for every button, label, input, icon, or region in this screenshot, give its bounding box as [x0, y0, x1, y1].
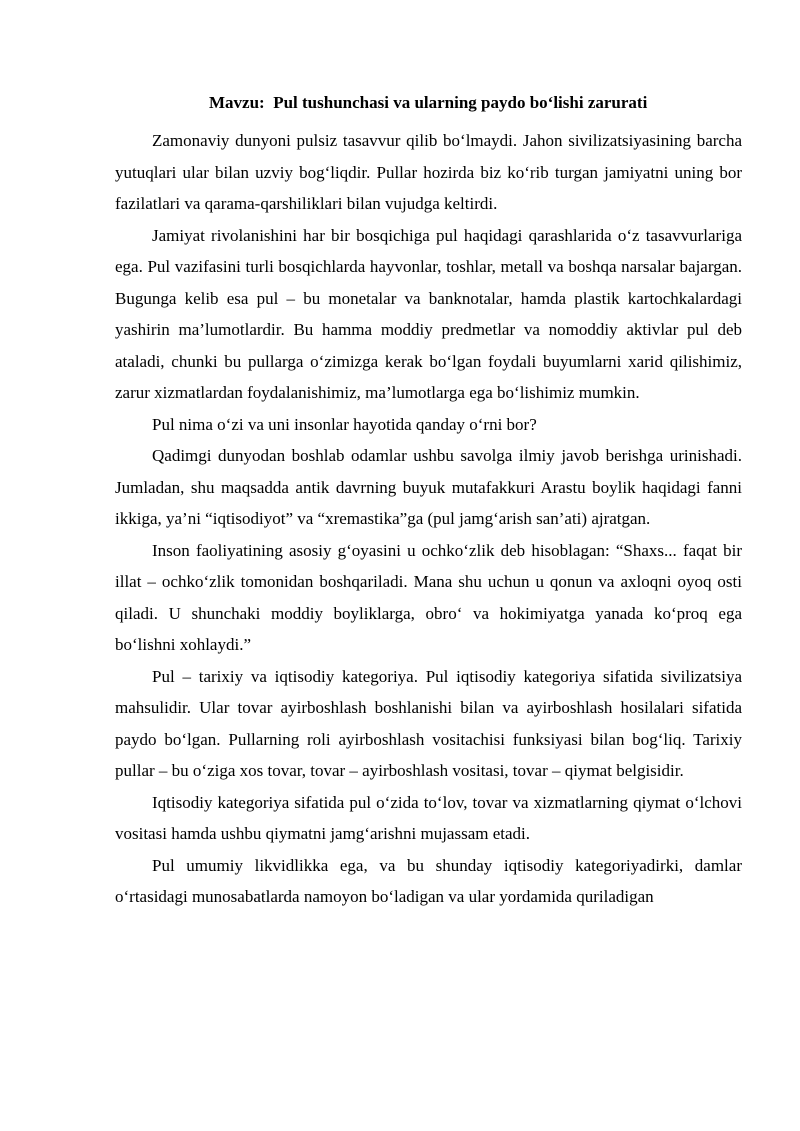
document-page — [115, 91, 742, 913]
paragraph-2: Jamiyat rivolanishini har bir bosqichiga pul haqidagi qarashlarida o‘z tasavvurlariga ega. Pul vazifasini turli bosqichlarda hayvonlar, toshlar, metall va boshqa narsalar bajargan. Bugunga kelib esa pul – bu monetalar va banknotalar, hamda plastik kartochkalardagi yashirin ma’lumotlardir. Bu hamma moddiy predmetlar va nomoddiy aktivlar pul deb ataladi, chunki bu pullarga o‘zimizga kerak bo‘lgan foydali buyumlarni xarid qilishimiz, zarur xizmatlardan foydalanishimiz, ma’lumotlarga ega bo‘lishimiz mumkin. — [115, 225, 742, 402]
paragraph-7: Iqtisodiy kategoriya sifatida pul o‘zida to‘lov, tovar va xizmatlarning qiymat o‘lchovi vositasi hamda ushbu qiymatni jamg‘arishni mujassam etadi. — [115, 792, 742, 843]
paragraph-6: Pul – tarixiy va iqtisodiy kategoriya. Pul iqtisodiy kategoriya sifatida sivilizatsiya mahsulidir. Ular tovar ayirboshlash boshlanishi bilan va ayirboshlash hosilalari sifatida paydo bo‘lgan. Pullarning roli ayirboshlash vositachisi funksiyasi bilan bog‘liq. Tarixiy pullar – bu o‘ziga xos tovar, tovar – ayirboshlash vositasi, tovar – qiymat belgisidir. — [115, 666, 742, 780]
paragraph-5: Inson faoliyatining asosiy g‘oyasini u ochko‘zlik deb hisoblagan: “Shaxs... faqat bir illat – ochko‘zlik tomonidan boshqariladi. Mana shu uchun u qonun va axloqni oyoq osti qiladi. U shunchaki moddiy boyliklarga, obro‘ va hokimiyatga yanada ko‘proq ega bo‘lishni xohlaydi.” — [115, 540, 742, 654]
paragraph-4: Qadimgi dunyodan boshlab odamlar ushbu savolga ilmiy javob berishga urinishadi. Jumladan, shu maqsadda antik davrning buyuk mutafakkuri Arastu boylik haqidagi fanni ikkiga, ya’ni “iqtisodiyot” va “xremastika”ga (pul jamg‘arish san’ati) ajratgan. — [115, 446, 742, 528]
paragraph-8: Pul umumiy likvidlikka ega, va bu shunday iqtisodiy kategoriyadirki, damlar o‘rtasidagi munosabatlarda namoyon bo‘ladigan va ular yordamida quriladigan — [115, 855, 742, 906]
document-title: Mavzu: Pul tushunchasi va ularning paydo bo‘lishi zarurati — [209, 93, 648, 112]
paragraph-1: Zamonaviy dunyoni pulsiz tasavvur qilib bo‘lmaydi. Jahon sivilizatsiyasining barcha yutuqlari ular bilan uzviy bog‘liqdir. Pullar hozirda biz ko‘rib turgan jamiyatni uning bor fazilatlari va qarama-qarshiliklari bilan vujudga keltirdi. — [115, 131, 742, 213]
paragraph-3: Pul nima o‘zi va uni insonlar hayotida qanday o‘rni bor? — [152, 414, 537, 434]
